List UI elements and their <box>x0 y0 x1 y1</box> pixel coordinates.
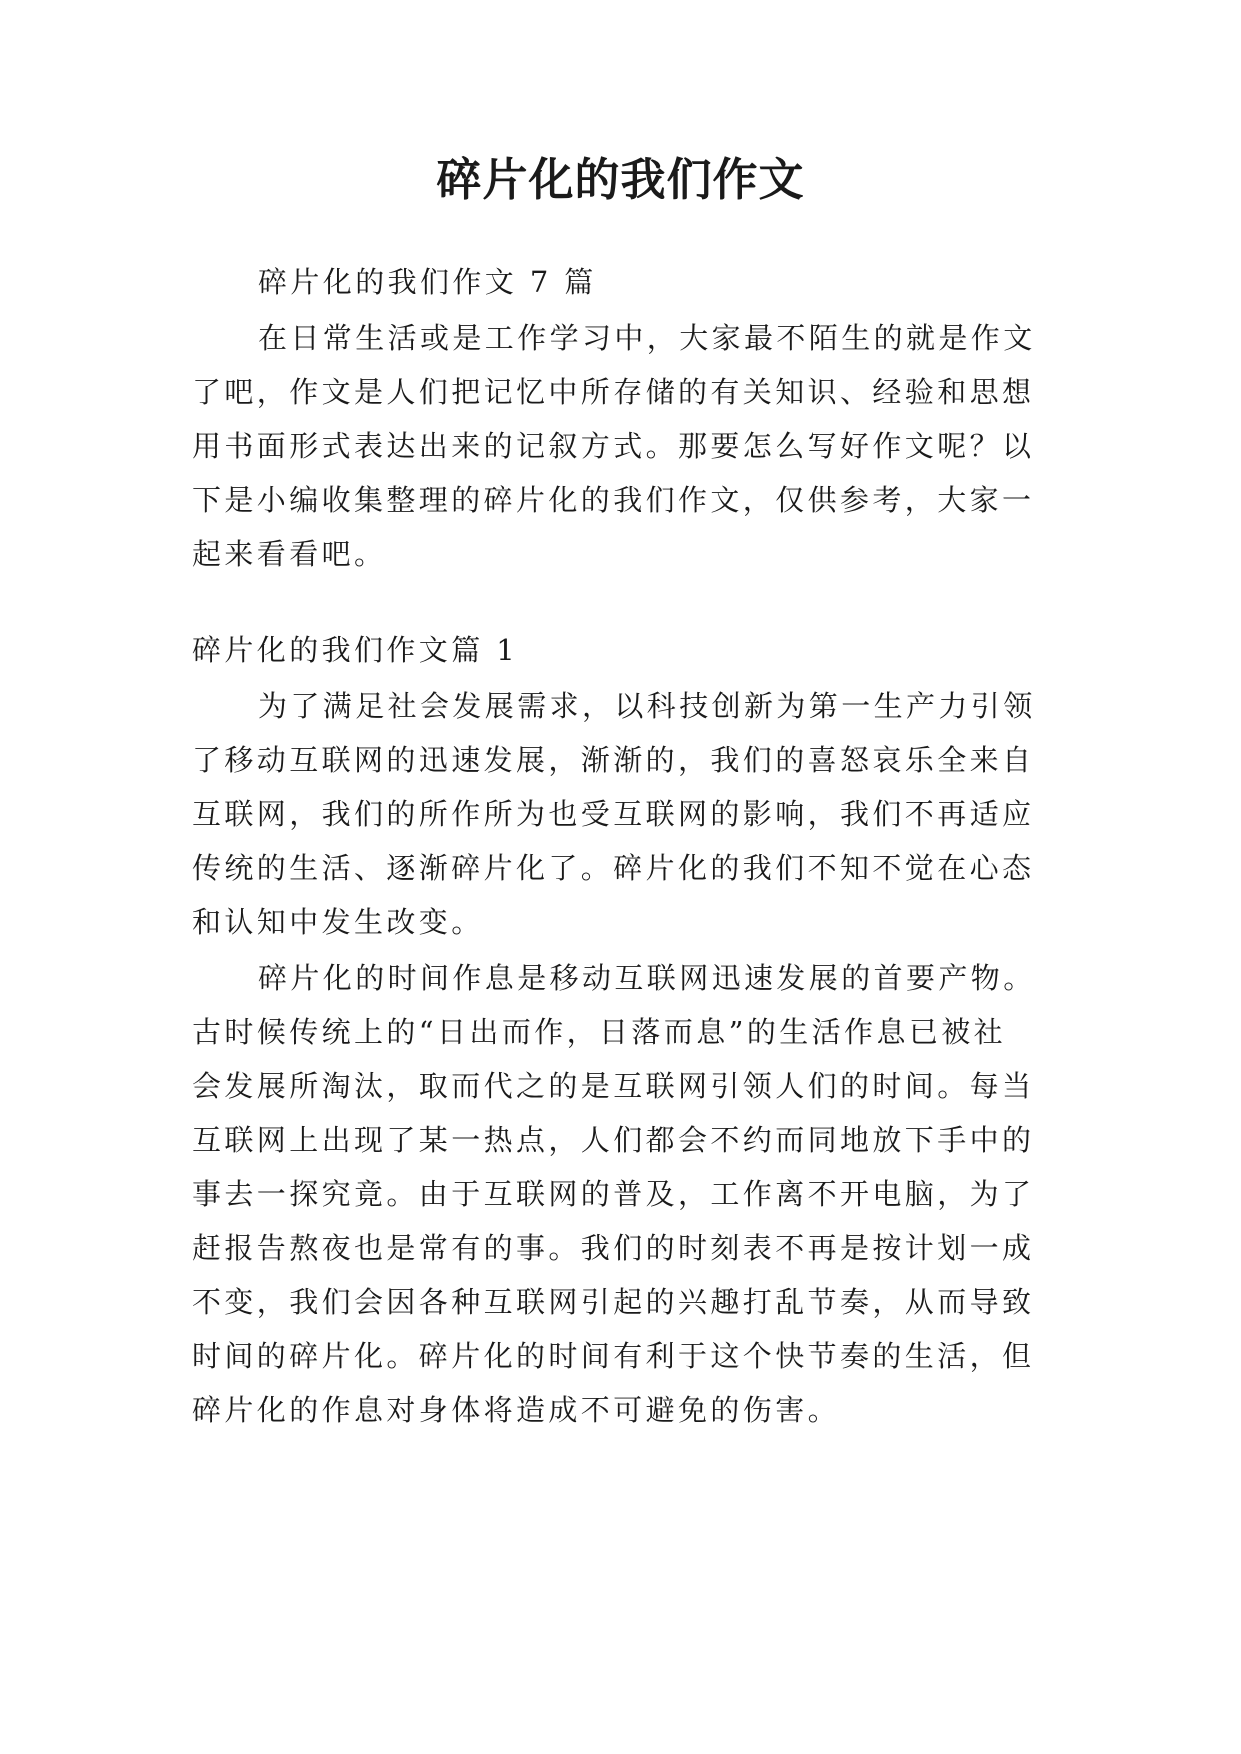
paragraph2-line-8: 时间的碎片化。碎片化的时间有利于这个快节奏的生活，但 <box>192 1339 1035 1373</box>
document-subtitle: 碎片化的我们作文 7 篇 <box>258 265 597 299</box>
paragraph2-line-3: 会发展所淘汰，取而代之的是互联网引领人们的时间。每当 <box>192 1069 1035 1103</box>
paragraph2-line-2: 古时候传统上的“日出而作，日落而息”的生活作息已被社 <box>192 1015 1007 1049</box>
intro-line-5: 起来看看吧。 <box>192 537 387 571</box>
paragraph1-line-4: 传统的生活、逐渐碎片化了。碎片化的我们不知不觉在心态 <box>192 851 1035 885</box>
paragraph2-line-6: 赶报告熬夜也是常有的事。我们的时刻表不再是按计划一成 <box>192 1231 1035 1265</box>
paragraph1-line-3: 互联网，我们的所作所为也受互联网的影响，我们不再适应 <box>192 797 1035 831</box>
paragraph2-line-1: 碎片化的时间作息是移动互联网迅速发展的首要产物。 <box>258 961 1036 995</box>
paragraph2-line-7: 不变，我们会因各种互联网引起的兴趣打乱节奏，从而导致 <box>192 1285 1035 1319</box>
paragraph1-line-5: 和认知中发生改变。 <box>192 905 484 939</box>
section-heading: 碎片化的我们作文篇 1 <box>192 633 519 667</box>
paragraph2-line-9: 碎片化的作息对身体将造成不可避免的伤害。 <box>192 1393 841 1427</box>
paragraph2-line-5: 事去一探究竟。由于互联网的普及，工作离不开电脑，为了 <box>192 1177 1035 1211</box>
intro-line-3: 用书面形式表达出来的记叙方式。那要怎么写好作文呢？以 <box>192 429 1035 463</box>
intro-line-1: 在日常生活或是工作学习中，大家最不陌生的就是作文 <box>258 321 1036 355</box>
document-title: 碎片化的我们作文 <box>436 153 805 206</box>
intro-line-2: 了吧，作文是人们把记忆中所存储的有关知识、经验和思想 <box>192 375 1035 409</box>
paragraph1-line-1: 为了满足社会发展需求，以科技创新为第一生产力引领 <box>258 689 1036 723</box>
paragraph2-line-4: 互联网上出现了某一热点，人们都会不约而同地放下手中的 <box>192 1123 1035 1157</box>
paragraph1-line-2: 了移动互联网的迅速发展，渐渐的，我们的喜怒哀乐全来自 <box>192 743 1035 777</box>
intro-line-4: 下是小编收集整理的碎片化的我们作文，仅供参考，大家一 <box>192 483 1035 517</box>
